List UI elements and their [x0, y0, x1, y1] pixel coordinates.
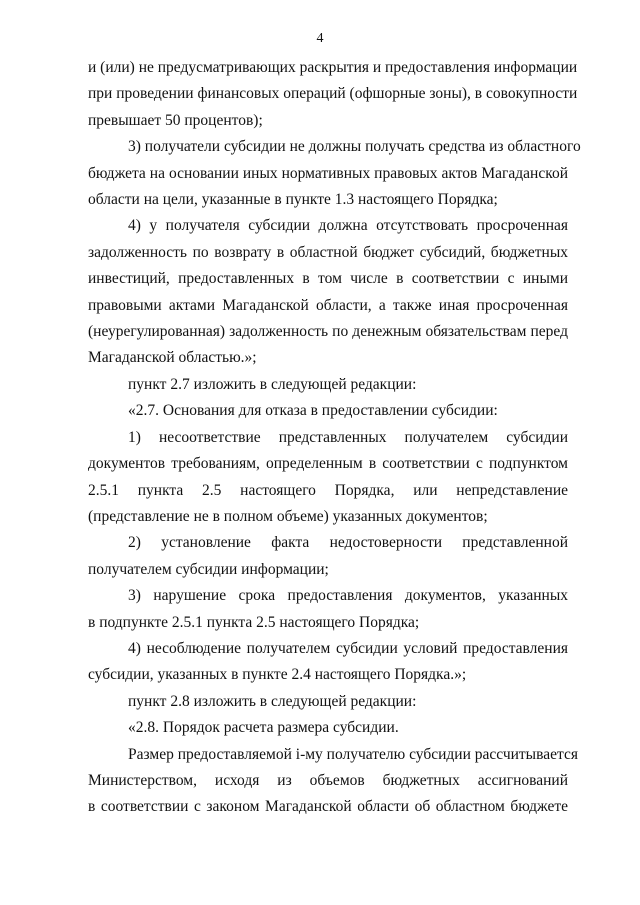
paragraph	[88, 530, 568, 583]
text-line: «2.7. Основания для отказа в предоставлении субсидии:	[128, 402, 498, 420]
text-line: 3) нарушение срока предоставления документов, указанных	[128, 587, 568, 605]
paragraph	[88, 398, 568, 424]
text-line: пункт 2.7 изложить в следующей редакции:	[128, 375, 417, 393]
text-line: в соответствии с законом Магаданской области об областном бюджете	[88, 798, 568, 816]
text-line: Министерством, исходя из объемов бюджетных ассигнований	[88, 771, 568, 789]
text-line: Размер предоставляемой i-му получателю субсидии рассчитывается	[128, 745, 578, 763]
text-line: субсидии, указанных в пункте 2.4 настоящего Порядка.»;	[88, 666, 467, 684]
paragraph	[88, 689, 568, 715]
text-line: задолженность по возврату в областной бюджет субсидий, бюджетных	[88, 243, 568, 261]
text-line: превышает 50 процентов);	[88, 111, 263, 129]
text-line: пункт 2.8 изложить в следующей редакции:	[128, 692, 417, 710]
text-line: области на цели, указанные в пункте 1.3 настоящего Порядка;	[88, 191, 498, 209]
text-line: 2) установление факта недостоверности представленной	[128, 534, 568, 552]
paragraph	[88, 636, 568, 689]
text-line: при проведении финансовых операций (офшорные зоны), в совокупности	[88, 85, 578, 103]
paragraph	[88, 213, 568, 371]
text-line: «2.8. Порядок расчета размера субсидии.	[128, 719, 399, 737]
text-line: 1) несоответствие представленных получателем субсидии	[128, 428, 568, 446]
paragraph	[88, 715, 568, 741]
text-line: 2.5.1 пункта 2.5 настоящего Порядка, или непредставление	[88, 481, 568, 499]
page-number: 4	[316, 31, 324, 46]
document-body	[88, 55, 581, 821]
text-line: правовыми актами Магаданской области, а также иная просроченная	[88, 296, 568, 314]
text-line: и (или) не предусматривающих раскрытия и предоставления информации	[88, 59, 578, 76]
paragraph	[88, 583, 568, 636]
paragraph	[88, 372, 568, 398]
paragraph	[88, 134, 581, 213]
text-line: документов требованиям, определенным в соответствии с подпунктом	[88, 455, 568, 473]
text-line: 4) у получателя субсидии должна отсутствовать просроченная	[128, 217, 568, 235]
paragraph	[88, 742, 578, 821]
text-line: (представление не в полном объеме) указанных документов;	[88, 507, 488, 525]
text-line: получателем субсидии информации;	[88, 560, 329, 578]
text-line: инвестиций, предоставленных в том числе в соответствии с иными	[88, 270, 568, 288]
paragraph	[88, 55, 578, 134]
text-line: бюджета на основании иных нормативных правовых актов Магаданской	[88, 164, 568, 182]
text-line: Магаданской областью.»;	[88, 349, 257, 367]
text-line: в подпункте 2.5.1 пункта 2.5 настоящего Порядка;	[88, 613, 420, 631]
paragraph	[88, 425, 568, 531]
text-line: 4) несоблюдение получателем субсидии условий предоставления	[128, 639, 568, 657]
text-line: 3) получатели субсидии не должны получать средства из областного	[128, 138, 581, 156]
text-line: (неурегулированная) задолженность по денежным обязательствам перед	[88, 323, 568, 341]
